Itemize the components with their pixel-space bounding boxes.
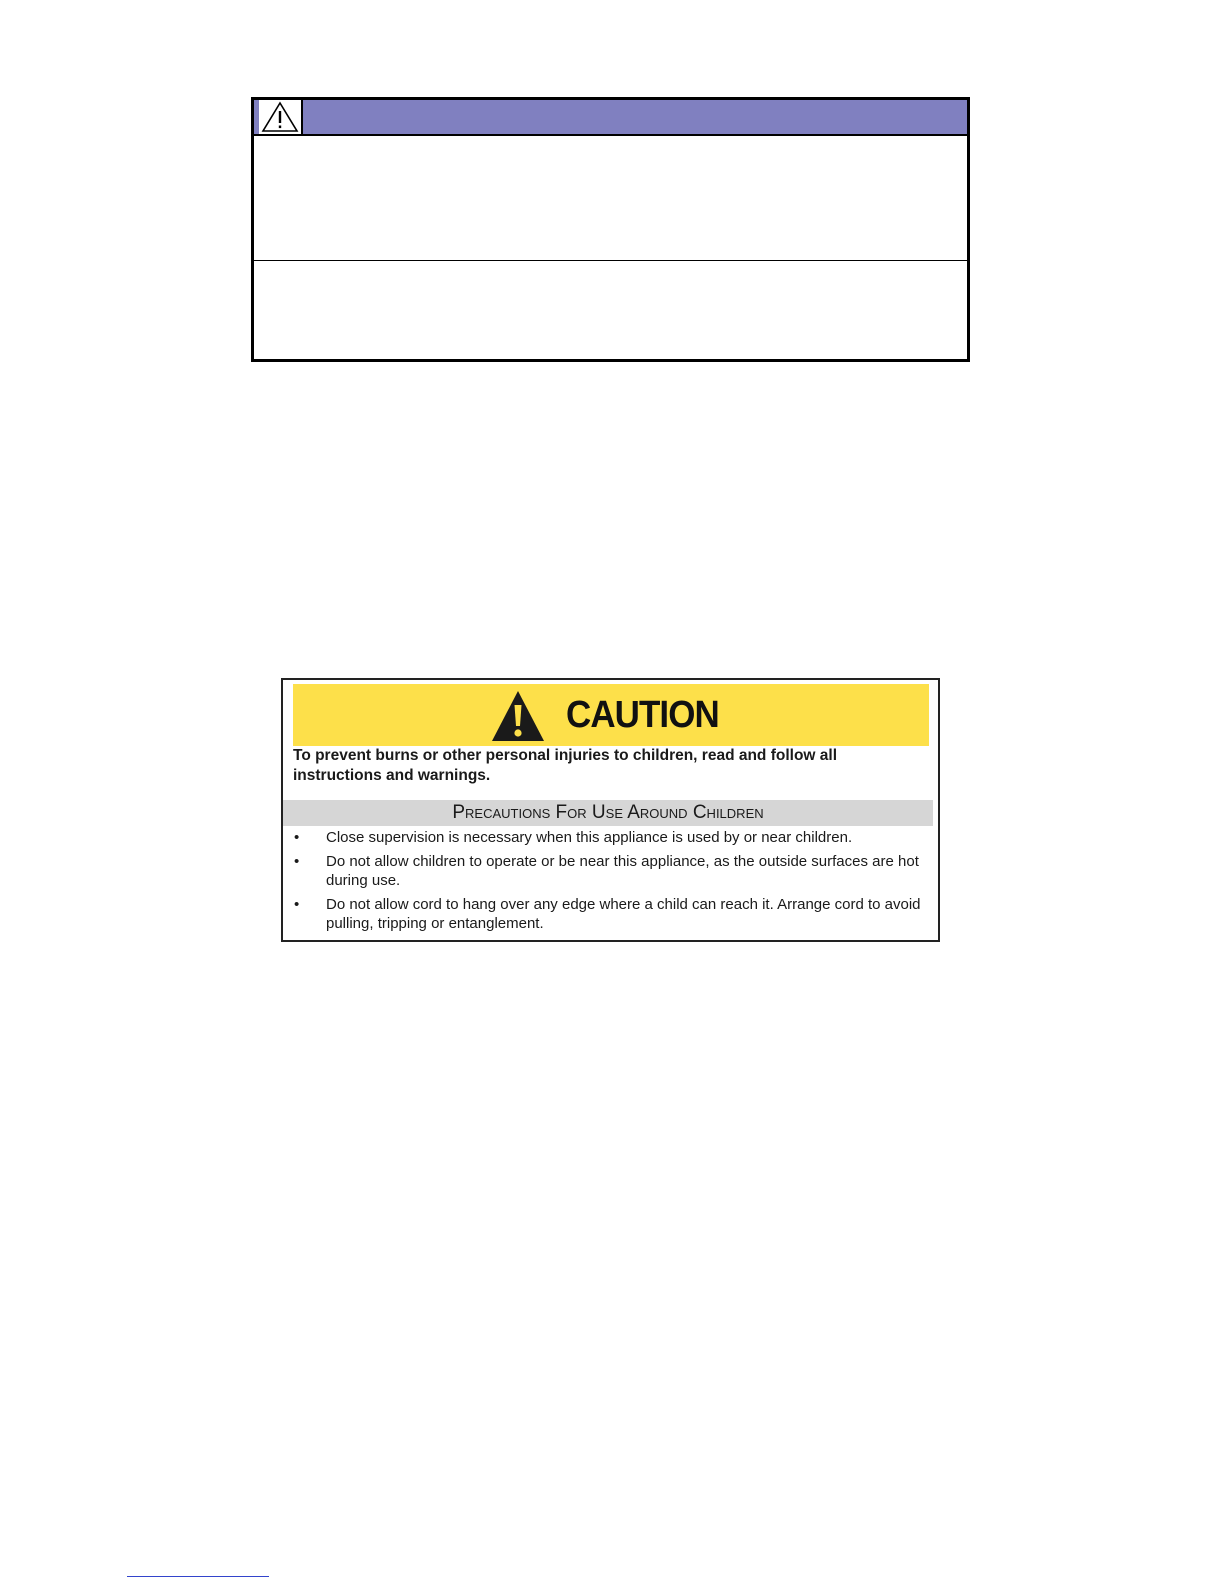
list-item-text: Do not allow children to operate or be near this appliance, as the outside surfaces are hot during use. (326, 853, 919, 889)
warning-section-primary (254, 136, 967, 261)
bullet-icon: • (294, 853, 300, 870)
warning-triangle-icon (259, 100, 303, 134)
bullet-icon: • (294, 896, 300, 913)
precautions-list (283, 828, 933, 938)
caution-triangle-icon (490, 689, 546, 743)
list-item (283, 852, 933, 890)
bullet-icon: • (294, 829, 300, 846)
warning-box (251, 97, 970, 362)
caution-label (281, 678, 940, 942)
footer-rule (127, 1576, 269, 1577)
list-item (283, 895, 933, 933)
list-item (283, 828, 933, 847)
caution-intro-text: To prevent burns or other personal injuries to children, read and follow all instructions and warnings. (293, 747, 838, 784)
caution-title: CAUTION (565, 693, 719, 736)
precautions-header: Precautions For Use Around Children (283, 800, 933, 826)
list-item-text: Do not allow cord to hang over any edge where a child can reach it. Arrange cord to avoid pulling, tripping or entanglement. (326, 896, 921, 932)
list-item-text: Close supervision is necessary when this appliance is used by or near children. (326, 829, 853, 846)
caution-banner (293, 684, 929, 746)
warning-header-bar (254, 100, 967, 136)
warning-section-secondary (254, 261, 967, 359)
